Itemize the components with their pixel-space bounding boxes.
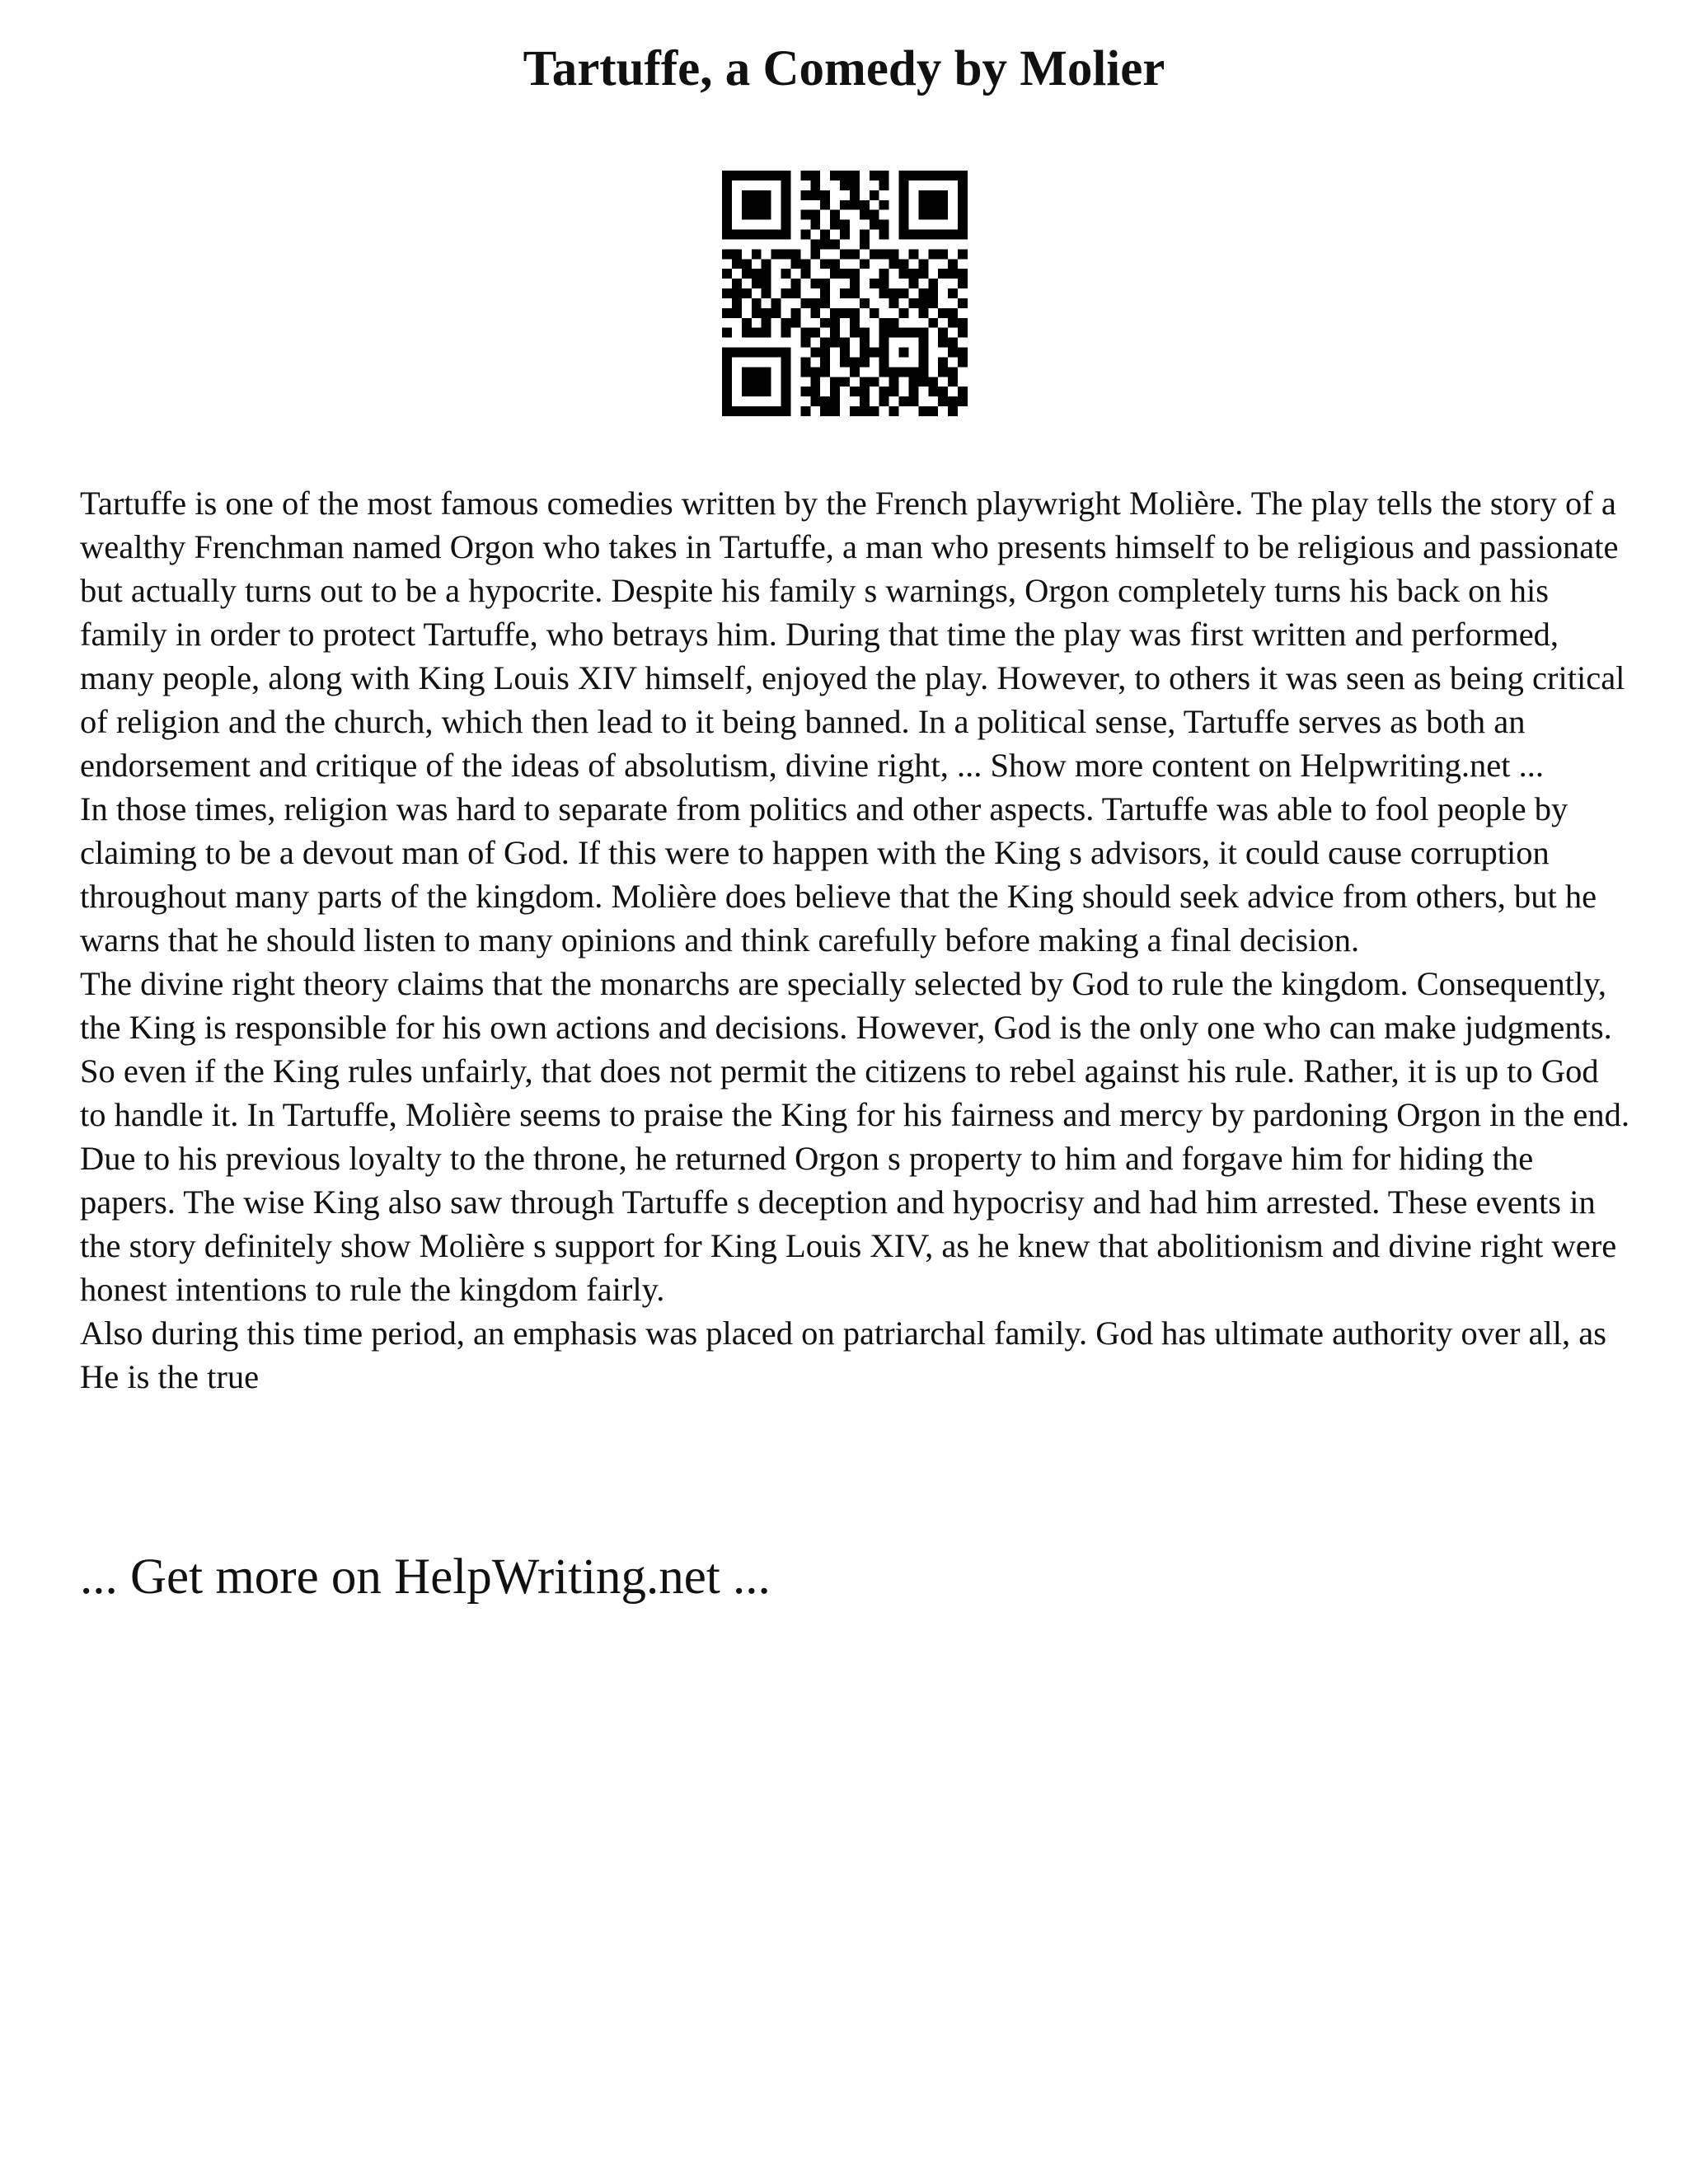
- qr-code-icon: [722, 171, 968, 416]
- paragraph-divine-right: The divine right theory claims that the monarchs are specially selected by God to rule the kingdom. Consequently, the King is responsible for his own actions and decisions. However, God is the only one who can make judgments. So even if the King rules unfairly, that does not permit the citizens to rebel against his rule. Rather, it is up to God to handle it. In Tartuffe, Molière seems to praise the King for his fairness and mercy by pardoning Orgon in the end. Due to his previous loyalty to the throne, he returned Orgon s property to him and forgave him for hiding the papers. The wise King also saw through Tartuffe s deception and hypocrisy and had him arrested. These events in the story definitely show Molière s support for King Louis XIV, as he knew that abolitionism and divine right were honest intentions to rule the kingdom fairly.: [80, 965, 1629, 1308]
- paragraph-religion-politics: In those times, religion was hard to separate from politics and other aspects. Tartuffe was able to fool people by claiming to be a devout man of God. If this were to happen with the King s advisors, it could cause corruption throughout many parts of the kingdom. Molière does believe that the King should seek advice from others, but he warns that he should listen to many opinions and think carefully before making a final decision.: [80, 790, 1597, 958]
- page-title: Tartuffe, a Comedy by Molier: [523, 41, 1165, 96]
- paragraph-intro: Tartuffe is one of the most famous comedies written by the French playwright Molière. The play tells the story of a wealthy Frenchman named Orgon who takes in Tartuffe, a man who presents himself to be religious and passionate but actually turns out to be a hypocrite. Despite his family s warnings, Orgon completely turns his back on his family in order to protect Tartuffe, who betrays him. During that time the play was first written and performed, many people, along with King Louis XIV himself, enjoyed the play. However, to others it was seen as being critical of religion and the church, which then lead to it being banned. In a political sense, Tartuffe serves as both an endorsement and critique of the ideas of absolutism, divine right, ... Show more content on Helpwriting.net ...: [80, 485, 1625, 784]
- paragraph-patriarchal-family: Also during this time period, an emphasis was placed on patriarchal family. God has ultimate authority over all, as He is the true: [80, 1315, 1607, 1395]
- get-more-link[interactable]: ... Get more on HelpWriting.net ...: [80, 1549, 771, 1605]
- article-body: [80, 481, 1629, 1399]
